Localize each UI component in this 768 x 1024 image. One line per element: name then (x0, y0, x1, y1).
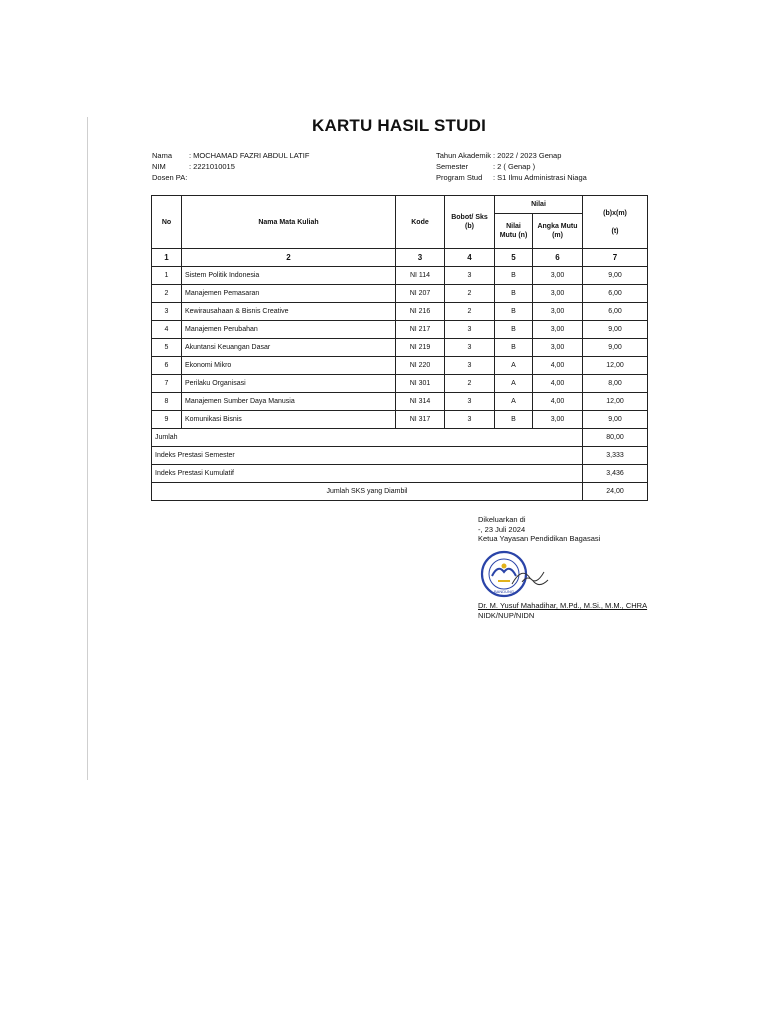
course-angka: 4,00 (533, 357, 583, 375)
summary-sks-row (152, 483, 648, 501)
dosen-label: Dosen PA: (152, 173, 188, 182)
course-sks: 3 (445, 393, 495, 411)
course-row (152, 375, 648, 393)
course-nilai: B (495, 411, 533, 429)
semester-value: : 2 ( Genap ) (493, 162, 536, 171)
column-index: 5 (495, 249, 533, 267)
sks-value: 24,00 (583, 483, 648, 501)
course-sks: 3 (445, 321, 495, 339)
course-total: 9,00 (583, 411, 648, 429)
course-nama: Manajemen Pemasaran (182, 285, 396, 303)
course-kode: NI 317 (396, 411, 445, 429)
summary-jumlah-row (152, 429, 648, 447)
name-value: : MOCHAMAD FAZRI ABDUL LATIF (189, 151, 310, 160)
header-bxm (583, 196, 648, 249)
course-row (152, 411, 648, 429)
course-angka: 3,00 (533, 321, 583, 339)
course-kode: NI 220 (396, 357, 445, 375)
grades-table (151, 195, 648, 501)
signer-name: Dr. M. Yusuf Mahadihar, M.Pd., M.Si., M.M., CHRA (478, 601, 648, 610)
column-index: 7 (583, 249, 648, 267)
course-nilai: A (495, 357, 533, 375)
header-nama: Nama Mata Kuliah (182, 196, 396, 249)
course-total: 8,00 (583, 375, 648, 393)
column-index: 2 (182, 249, 396, 267)
course-sks: 3 (445, 411, 495, 429)
course-row (152, 339, 648, 357)
course-row (152, 393, 648, 411)
ips-label: Indeks Prestasi Semester (152, 447, 583, 465)
header-no: No (152, 196, 182, 249)
seal-text: BANDUNG (493, 589, 515, 594)
course-nama: Manajemen Perubahan (182, 321, 396, 339)
course-sks: 3 (445, 339, 495, 357)
header-angka-mutu: Angka Mutu (m) (533, 214, 583, 249)
course-total: 9,00 (583, 339, 648, 357)
course-angka: 4,00 (533, 393, 583, 411)
header-kode: Kode (396, 196, 445, 249)
signer (478, 601, 647, 621)
course-no: 5 (152, 339, 182, 357)
header-bxm-label: (b)x(m) (603, 209, 627, 217)
course-no: 3 (152, 303, 182, 321)
course-total: 9,00 (583, 267, 648, 285)
course-no: 6 (152, 357, 182, 375)
course-angka: 3,00 (533, 267, 583, 285)
header-bobot: Bobot/ Sks (b) (445, 196, 495, 249)
course-kode: NI 216 (396, 303, 445, 321)
column-index: 4 (445, 249, 495, 267)
nim-value: : 2221010015 (189, 162, 235, 171)
course-row (152, 303, 648, 321)
course-sks: 2 (445, 375, 495, 393)
header-t-label: (t) (611, 227, 619, 235)
summary-ips-row (152, 447, 648, 465)
course-sks: 2 (445, 303, 495, 321)
course-no: 1 (152, 267, 182, 285)
course-no: 8 (152, 393, 182, 411)
course-total: 12,00 (583, 393, 648, 411)
column-index: 3 (396, 249, 445, 267)
course-nilai: B (495, 339, 533, 357)
course-sks: 2 (445, 285, 495, 303)
course-angka: 3,00 (533, 303, 583, 321)
course-no: 4 (152, 321, 182, 339)
page-margin-line (87, 117, 88, 780)
foundation-seal-icon (478, 548, 552, 600)
course-nilai: B (495, 285, 533, 303)
course-nama: Ekonomi Mikro (182, 357, 396, 375)
course-nama: Akuntansi Keuangan Dasar (182, 339, 396, 357)
ips-value: 3,333 (583, 447, 648, 465)
header-nilai: Nilai (495, 196, 583, 214)
course-nama: Komunikasi Bisnis (182, 411, 396, 429)
course-kode: NI 301 (396, 375, 445, 393)
ipk-value: 3,436 (583, 465, 648, 483)
course-row (152, 357, 648, 375)
document-title: KARTU HASIL STUDI (311, 116, 487, 135)
course-no: 2 (152, 285, 182, 303)
jumlah-value: 80,00 (583, 429, 648, 447)
nim-label: NIM (152, 162, 166, 171)
course-total: 12,00 (583, 357, 648, 375)
course-row (152, 321, 648, 339)
header-nilai-mutu: Nilai Mutu (n) (495, 214, 533, 249)
course-kode: NI 217 (396, 321, 445, 339)
course-nilai: B (495, 321, 533, 339)
issued-place: Dikeluarkan di (478, 515, 526, 524)
course-total: 9,00 (583, 321, 648, 339)
signer-role: Ketua Yayasan Pendidikan Bagasasi (478, 534, 601, 543)
course-angka: 3,00 (533, 285, 583, 303)
program-label: Program Stud (436, 173, 483, 182)
course-nama: Perilaku Organisasi (182, 375, 396, 393)
course-angka: 3,00 (533, 411, 583, 429)
sks-label: Jumlah SKS yang Diambil (152, 483, 583, 501)
course-total: 6,00 (583, 285, 648, 303)
course-no: 9 (152, 411, 182, 429)
course-angka: 4,00 (533, 375, 583, 393)
course-kode: NI 314 (396, 393, 445, 411)
course-nilai: B (495, 267, 533, 285)
course-sks: 3 (445, 357, 495, 375)
column-index: 6 (533, 249, 583, 267)
course-kode: NI 114 (396, 267, 445, 285)
ipk-label: Indeks Prestasi Kumulatif (152, 465, 583, 483)
course-sks: 3 (445, 267, 495, 285)
student-info (152, 150, 309, 183)
course-row (152, 267, 648, 285)
tahun-value: : 2022 / 2023 Genap (493, 151, 562, 160)
tahun-label: Tahun Akademik (436, 151, 492, 160)
column-index: 1 (152, 249, 182, 267)
course-row (152, 285, 648, 303)
course-nama: Kewirausahaan & Bisnis Creative (182, 303, 396, 321)
course-nilai: A (495, 393, 533, 411)
issued-date: -, 23 Juli 2024 (478, 524, 526, 534)
academic-info (436, 150, 587, 183)
jumlah-label: Jumlah (152, 429, 583, 447)
name-label: Nama (152, 151, 173, 160)
course-nilai: A (495, 375, 533, 393)
program-value: : S1 Ilmu Administrasi Niaga (493, 173, 587, 182)
course-kode: NI 207 (396, 285, 445, 303)
course-total: 6,00 (583, 303, 648, 321)
course-no: 7 (152, 375, 182, 393)
course-kode: NI 219 (396, 339, 445, 357)
semester-label: Semester (436, 162, 469, 171)
signature-block (478, 515, 600, 544)
column-index-row (152, 249, 648, 267)
course-nilai: B (495, 303, 533, 321)
course-angka: 3,00 (533, 339, 583, 357)
course-nama: Sistem Politik Indonesia (182, 267, 396, 285)
summary-ipk-row (152, 465, 648, 483)
signer-id: NIDK/NUP/NIDN (478, 611, 535, 620)
course-nama: Manajemen Sumber Daya Manusia (182, 393, 396, 411)
